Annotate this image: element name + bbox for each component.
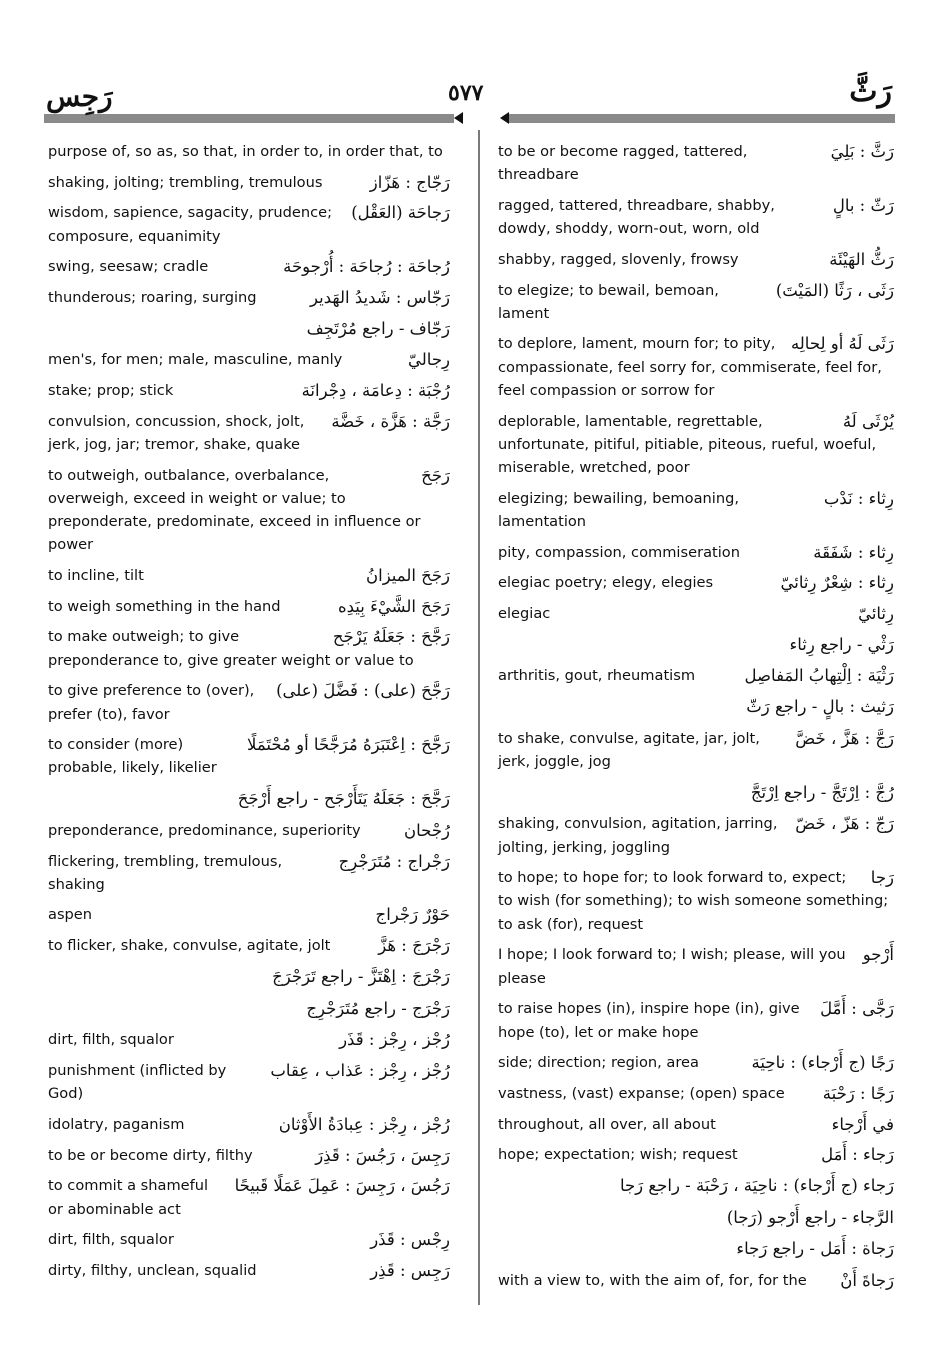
arabic-headword: رَثْي - راجع رِثاء [789,634,894,654]
english-definition: to weigh something in the hand [48,597,281,615]
arabic-headword: رَجا [870,868,894,888]
english-definition: elegiac poetry; elegy, elegies [498,574,714,592]
dictionary-entry [498,571,894,594]
arabic-headword: رَجْرَج - راجع مُتَرَجْرِج [306,998,450,1018]
english-definition: aspen [48,906,93,924]
arabic-headword: رِثاء : شَفَقَة [813,542,894,562]
english-definition: dirt, filth, squalor [48,1231,174,1249]
right-column [498,140,894,1300]
dictionary-entry [48,1228,450,1251]
dictionary-entry [48,819,450,842]
arabic-headword: رَجًا : رَحْبَة [822,1083,894,1103]
dictionary-entry [498,866,894,936]
arabic-headword: يُرْثَى لَهُ [842,411,894,431]
english-definition: elegizing; bewailing, bemoaning, lamentation [498,489,739,530]
english-definition: with a view to, with the aim of, for, for the [498,1272,807,1290]
arabic-headword: رَجَحَ [421,465,450,485]
dictionary-entry [48,1259,450,1282]
dictionary-entry [48,965,450,989]
arabic-headword: حَوْرٌ رَجْراج [375,905,450,925]
arabic-headword: رَجاحَة (العَقْل) [351,203,450,223]
arabic-headword: رِثاء : شِعْرٌ رِثائيّ [780,573,894,593]
arabic-headword: في أَرْجاء [831,1114,894,1134]
dictionary-entry [48,595,450,618]
english-definition: to hope; to hope for; to look forward to, expect; to wish (for something); to wish someone something; to ask (for), request [498,869,889,933]
dictionary-entry [498,1174,894,1198]
arabic-headword: رَثَى ، رَثًا (المَيْتَ) [775,280,894,300]
dictionary-entry [48,1113,450,1136]
english-definition: to shake, convulse, agitate, jar, jolt, jerk, joggle, jog [498,729,760,770]
arabic-headword: رِجاليّ [408,350,450,370]
arabic-headword: رَجَّحَ : جَعَلَهُ يَتَأَرْجَح - راجع أَرْجَحَ [237,789,450,809]
arabic-headword: رَجّاج : هَزّاز [369,172,450,192]
dictionary-entry [48,410,450,456]
dictionary-entry [48,286,450,309]
english-definition: ragged, tattered, threadbare, shabby, dowdy, shoddy, worn-out, worn, old [498,196,775,238]
dictionary-entry [48,348,450,371]
page-number: ٥٧٧ [448,80,484,106]
english-definition: convulsion, concussion, shock, jolt, jerk, jog, jar; tremor, shake, quake [48,412,305,454]
arabic-headword: رُجَّ : اِرْتَجَّ - راجع اِرْتَجَّ [750,782,894,802]
english-definition: flickering, trembling, tremulous, shaking [48,852,283,893]
english-definition: arthritis, gout, rheumatism [498,667,696,685]
english-definition: to make outweigh; to give preponderance to, give greater weight or value to [48,628,414,669]
arabic-headword: رَجُسَ ، رَجِسَ : عَمِلَ عَمَلًا قَبيحًا [234,1176,450,1196]
dictionary-entry [48,379,450,402]
header-left-word: رَجِس [46,80,113,113]
english-definition: to give preference to (over), prefer (to), favor [48,682,255,723]
english-definition: to consider (more) probable, likely, likelier [48,736,217,777]
header-rule-right [509,114,895,123]
dictionary-entry [48,625,450,671]
dictionary-entry [48,850,450,896]
english-definition: vastness, (vast) expanse; (open) space [498,1084,785,1102]
dictionary-entry [498,633,894,657]
english-definition: preponderance, predominance, superiority [48,821,361,839]
arabic-headword: رَثُّ الهَيْئَة [829,249,894,269]
dictionary-entry [498,487,894,533]
arabic-headword: رَثَى لَهُ أو لِحالِه [790,334,894,354]
dictionary-entry [498,332,894,402]
dictionary-entry [498,781,894,805]
arabic-headword: الرَّجاء - راجع أَرْجو (رَجا) [726,1207,894,1227]
dictionary-entry [498,541,894,564]
english-definition: dirty, filthy, unclean, squalid [48,1261,257,1279]
arabic-headword: رَجَّى : أَمَّلَ [820,999,894,1019]
dictionary-entry [498,279,894,325]
dictionary-entry [498,943,894,989]
dictionary-entry [498,1082,894,1105]
arabic-headword: رَجَّ : هَزَّ ، خَضَّ [795,728,894,748]
dictionary-entry [498,1113,894,1136]
arabic-headword: رُجْز ، رِجْز : عِبادَةُ الأَوْثان [278,1114,450,1134]
arabic-headword: رَجَحَ الميزانُ [366,566,450,586]
english-definition: to incline, tilt [48,567,144,585]
dictionary-entry [48,934,450,957]
arabic-headword: رَجَّحَ : اِعْتَبَرَهُ مُرَجَّحًا أو مُحْتَمَلًا [247,735,450,755]
dictionary-entry [48,564,450,587]
dictionary-entry [498,1269,894,1292]
english-definition: throughout, all over, all about [498,1115,716,1133]
english-definition: to raise hopes (in), inspire hope (in), give hope (to), let or make hope [498,1000,800,1041]
arabic-headword: أَرْجو [862,945,894,965]
dictionary-entry [48,140,450,163]
dictionary-entry [48,733,450,779]
english-definition: wisdom, sapience, sagacity, prudence; composure, equanimity [48,204,333,245]
arabic-headword: رَجاء (ج أَرْجاء) : ناحِيَة ، رَحْبَة - راجع رَجا [619,1176,894,1196]
dictionary-entry [48,255,450,278]
arabic-headword: رَجِس : قَذِر [370,1260,450,1280]
arabic-headword: رَجّاف - راجع مُرْتَجِف [306,318,450,338]
dictionary-entry [498,997,894,1043]
english-definition: thunderous; roaring, surging [48,289,257,307]
arabic-headword: رَجّاس : شَديدُ الهَدير [310,288,450,308]
dictionary-entry [498,727,894,773]
english-definition: stake; prop; stick [48,382,174,400]
arabic-headword: رُجْز ، رِجْز : عَذاب ، عِقاب [270,1061,450,1080]
dictionary-entry [498,1143,894,1166]
dictionary-entry [498,812,894,858]
arabic-headword: رَجَحَ الشَّيْءَ بِيَدِه [337,596,450,616]
dictionary-entry [48,171,450,194]
arabic-headword: رِثاء : نَدْب [823,488,894,508]
arabic-headword: رِثائيّ [858,603,894,623]
dictionary-entry [498,1237,894,1261]
header-rule-left [44,114,454,123]
english-definition: side; direction; region, area [498,1054,699,1072]
arabic-headword: رَجِسَ ، رَجُسَ : قَذِرَ [315,1145,450,1165]
arabic-headword: رَثْيَة : اِلْتِهابُ المَفاصِل [744,666,894,686]
arabic-headword: رَجَّة : هَزَّة ، خَضَّة [331,411,450,431]
dictionary-entry [498,248,894,271]
dictionary-entry [48,1059,450,1105]
arabic-headword: رَجّ : هَزّ ، خَضّ [795,814,894,834]
dictionary-entry [498,695,894,719]
dictionary-entry [498,602,894,625]
english-definition: pity, compassion, commiseration [498,543,740,561]
dictionary-entry [48,317,450,341]
arabic-headword: رَجْراج : مُتَرَجْرِج [338,851,450,871]
english-definition: elegiac [498,604,551,622]
arabic-headword: رَجًا (ج أَرْجاء) : ناحِيَة [751,1053,894,1073]
dictionary-entry [48,997,450,1021]
english-definition: to commit a shameful or abominable act [48,1177,209,1218]
english-definition: to be or become dirty, filthy [48,1146,253,1164]
arabic-headword: رَجَّحَ (على) : فَضَّلَ (على) [276,681,450,701]
english-definition: punishment (inflicted by God) [48,1062,227,1103]
dictionary-entry [48,201,450,247]
dictionary-entry [48,464,450,557]
english-definition: to deplore, lament, mourn for; to pity, compassionate, feel sorry for, commiserate, feel for, feel compassion or sorrow for [498,335,882,399]
dictionary-entry [48,1144,450,1167]
english-definition: idolatry, paganism [48,1115,185,1133]
english-definition: dirt, filth, squalor [48,1031,174,1049]
english-definition: to flicker, shake, convulse, agitate, jolt [48,937,331,955]
english-definition: deplorable, lamentable, regrettable, unfortunate, pitiful, pitiable, piteous, rueful, woeful, miserable, wretched, poor [498,412,877,476]
arabic-headword: رَجاة : أَمَل - راجع رَجاء [736,1239,894,1259]
english-definition: shabby, ragged, slovenly, frowsy [498,250,739,268]
arabic-headword: رُجْبَة : دِعامَة ، دِجْرانَة [301,381,450,401]
dictionary-entry [498,1051,894,1074]
english-definition: shaking, jolting; trembling, tremulous [48,173,323,191]
arabic-headword: رَجْرَجَ : هَزَّ [378,936,450,956]
english-definition: shaking, convulsion, agitation, jarring, jolting, jerking, joggling [498,815,778,856]
header-rule-left-tip [454,112,463,124]
dictionary-entry [48,903,450,926]
english-definition: I hope; I look forward to; I wish; please, will you please [498,946,846,987]
arabic-headword: رَثيث : بالٍ - راجع رَثّ [746,697,894,717]
arabic-headword: رُجْحان [404,820,450,840]
english-definition: hope; expectation; wish; request [498,1146,738,1164]
arabic-headword: رَجَّحَ : جَعَلَهُ يَرْجَح [332,627,450,647]
english-definition: purpose of, so as, so that, in order to, in order that, to [48,143,443,160]
arabic-headword: رُجْز ، رِجْز : قَذَر [339,1030,450,1050]
arabic-headword: رُجاحَة : رُجاحَة : أُرْجوحَة [283,257,450,277]
arabic-headword: رَجاء : أَمَل [821,1145,894,1165]
english-definition: men's, for men; male, masculine, manly [48,351,343,369]
dictionary-entry [498,140,894,186]
dictionary-entry [48,1028,450,1051]
arabic-headword: رَثَّ : بَلِيَ [830,142,894,161]
dictionary-entry [48,679,450,725]
dictionary-entry [498,194,894,240]
english-definition: to be or become ragged, tattered, threadbare [498,143,748,184]
arabic-headword: رِجْس : قَذَر [370,1230,450,1250]
header-right-word: رَثَّ [849,74,892,109]
header-rule-right-tip [500,112,509,124]
left-column [48,140,450,1290]
dictionary-entry [498,664,894,687]
arabic-headword: رَثّ : بالٍ [832,195,894,215]
arabic-headword: رَجاةَ أَنْ [840,1271,894,1291]
dictionary-entry [498,410,894,480]
english-definition: to elegize; to bewail, bemoan, lament [498,281,719,322]
dictionary-entry [498,1206,894,1230]
dictionary-entry [48,1174,450,1220]
english-definition: swing, seesaw; cradle [48,258,209,276]
arabic-headword: رَجْرَجَ : اِهْتَزَّ - راجع تَرَجْرَجَ [272,966,450,986]
dictionary-entry [48,787,450,811]
english-definition: to outweigh, outbalance, overbalance, overweigh, exceed in weight or value; to preponderate, predominate, exceed in influence or power [48,466,421,554]
